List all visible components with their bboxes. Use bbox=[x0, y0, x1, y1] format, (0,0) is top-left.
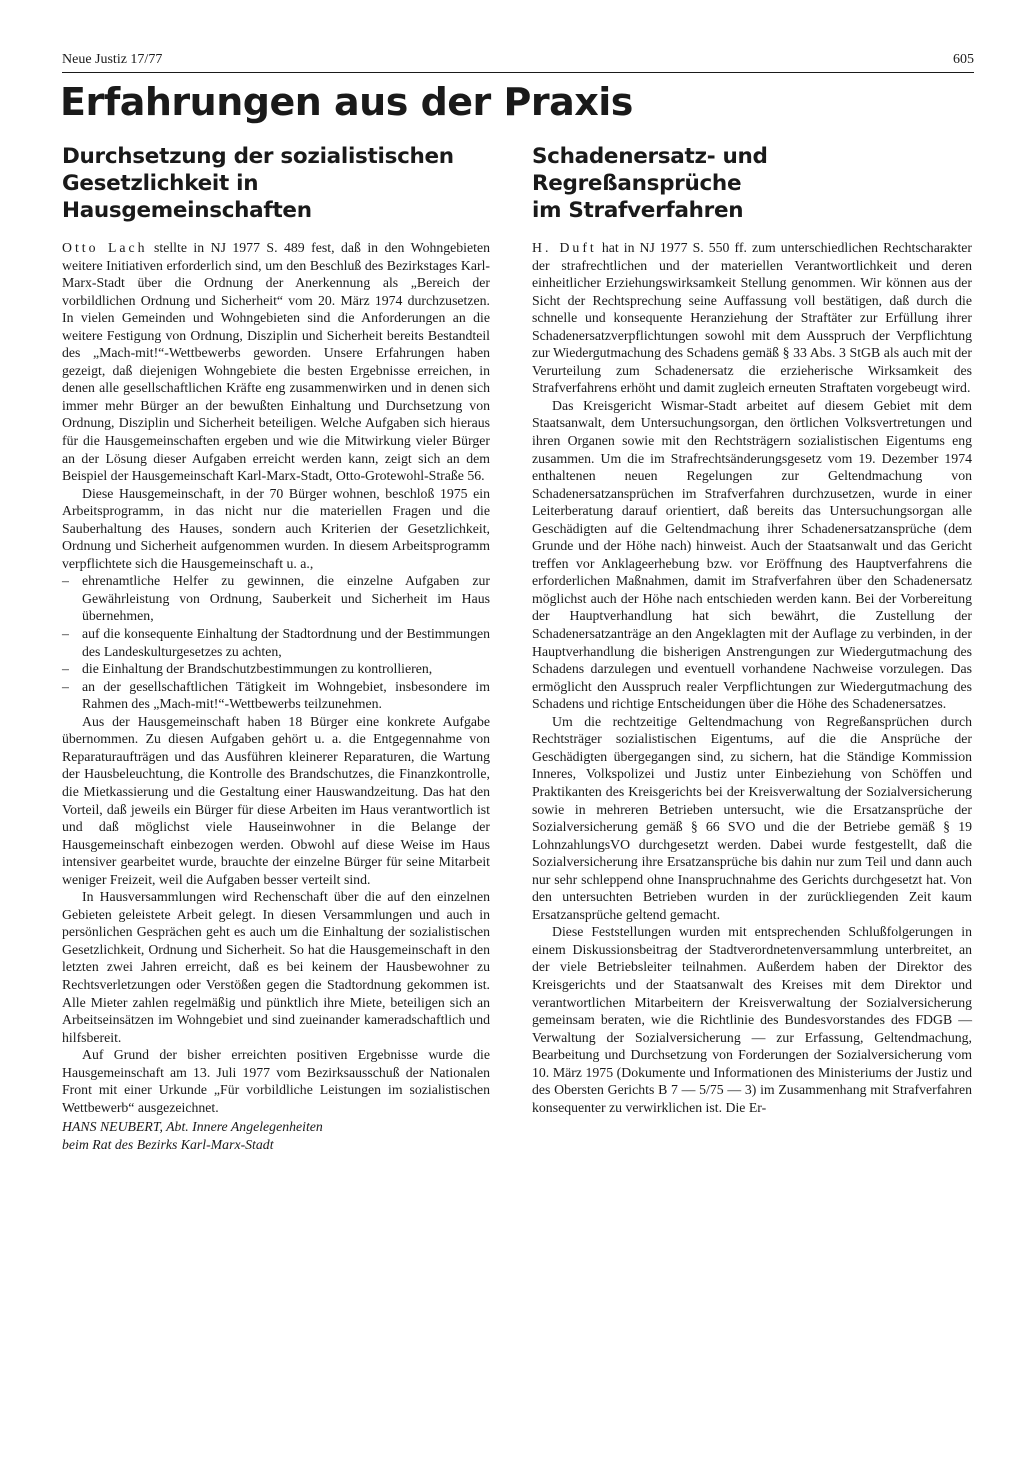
signature bbox=[62, 1118, 490, 1153]
list-item: – ehrenamtliche Helfer zu gewinnen, die einzelne Aufgaben zur Gewährleistung von Ordnung, Sauberkeit und Sicherheit im Haus übernehmen, bbox=[62, 572, 490, 625]
article-right-title bbox=[532, 143, 972, 223]
article-right-title-line1: Schadenersatz- und Regreßansprüche bbox=[532, 144, 768, 196]
article-left-title-line2: Gesetzlichkeit in Hausgemeinschaften bbox=[62, 171, 312, 223]
author-name: H. Duft bbox=[532, 240, 597, 255]
journal-issue: Neue Justiz 17/77 bbox=[62, 52, 163, 67]
section-title: Erfahrungen aus der Praxis bbox=[60, 80, 633, 124]
author-name: Otto Lach bbox=[62, 240, 148, 255]
paragraph: Das Kreisgericht Wismar-Stadt arbeitet auf diesem Gebiet mit dem Staatsanwalt, dem Untersuchungsorgan, den örtlichen Volksvertretungen und ihren Organen sowie mit den Rechtsträgern sozialistischen Eigentums eng zusammen. Um die im Strafrechtsänderungsgesetz vom 19. Dezember 1974 enthaltenen neuen Regelungen zur Geltendmachung von Schadenersatzansprüchen im Strafverfahren durchzusetzen, wurde in einer Leiterberatung darauf orientiert, daß bereits das Untersuchungsorgan alle Geschädigten auf die Geltendmachung ihrer Schadenersatzansprüche (dem Grunde und der Höhe nach) hinweist. Auch der Staatsanwalt und das Gericht treffen vor Anklageerhebung bzw. vor Eröffnung des Hauptverfahrens die erforderlichen Maßnahmen, damit im Strafverfahren über den Schadenersatz möglichst auch der Höhe nach entschieden werden kann. Bei der Vorbereitung der Hauptverhandlung hat sich bewährt, die Zustellung der Schadenersatzanträge an den Angeklagten mit der Auflage zu verbinden, in der Hauptverhandlung die bisherigen Anstrengungen zur Wiedergutmachung des Schadens darzulegen und eventuell vorhandene Nachweise vorzulegen. Das ermöglicht den Ausspruch realer Verpflichtungen zur Wiedergutmachung des Schadens und richtige Entscheidungen über die Höhe des Schadenersatzes. bbox=[532, 397, 972, 712]
paragraph-text: hat in NJ 1977 S. 550 ff. zum unterschiedlichen Rechtscharakter der strafrechtlichen und der materiellen Verantwortlichkeit und deren einheitlicher Erziehungswirksamkeit Stellung genommen. Wir können aus der Sicht der Rechtsprechung seine Auffassung voll bestätigen, daß durch die schnelle und konsequente Heranziehung der Straftäter zur Erfüllung ihrer Schadenersatzverpflichtungen sowohl mit dem Ausspruch der Verpflichtung zur Wiedergutmachung des Schadens gemäß § 33 Abs. 3 StGB als auch mit der Verurteilung zum Schadenersatz die erzieherische Wirksamkeit des Strafverfahrens erhöht und damit zugleich erneuten Straftaten vorgebeugt wird. bbox=[532, 240, 972, 396]
paragraph bbox=[62, 239, 490, 485]
article-right-title-line2: im Strafverfahren bbox=[532, 198, 744, 223]
article-right-body bbox=[532, 239, 972, 1116]
article-left-body bbox=[62, 239, 490, 1153]
article-left-title bbox=[62, 143, 490, 223]
list-item: – an der gesellschaftlichen Tätigkeit im Wohngebiet, insbesondere im Rahmen des „Mach-mit!“-Wettbewerbs teilzunehmen. bbox=[62, 678, 490, 713]
article-left bbox=[62, 143, 490, 1153]
list-item: – auf die konsequente Einhaltung der Stadtordnung und der Bestimmungen des Landeskulturgesetzes zu achten, bbox=[62, 625, 490, 660]
signature-line1: HANS NEUBERT, Abt. Innere Angelegenheiten bbox=[62, 1119, 323, 1135]
paragraph: Diese Hausgemeinschaft, in der 70 Bürger wohnen, beschloß 1975 ein Arbeitsprogramm, in das nicht nur die materiellen Fragen und die Sauberhaltung des Hauses, sondern auch Kriterien der Gesetzlichkeit, Ordnung und Sicherheit aufgenommen wurden. In diesem Arbeitsprogramm verpflichtete sich die Hausgemeinschaft u. a., bbox=[62, 485, 490, 571]
article-left-title-line1: Durchsetzung der sozialistischen bbox=[62, 144, 454, 169]
paragraph: Auf Grund der bisher erreichten positiven Ergebnisse wurde die Hausgemeinschaft am 13. Juli 1977 vom Bezirksausschuß der Nationalen Front mit einer Urkunde „Für vorbildliche Leistungen im sozialistischen Wettbewerb“ ausgezeichnet. bbox=[62, 1047, 490, 1115]
header-rule bbox=[62, 72, 974, 73]
paragraph: Um die rechtzeitige Geltendmachung von Regreßansprüchen durch Rechtsträger sozialistischen Eigentums, auf die die Ansprüche der Geschädigten übergegangen sind, zu sichern, hat die Ständige Kommission Inneres, Volkspolizei und Justiz unter Einbeziehung von Schöffen und Praktikanten des Kreisgerichts bei der Kreisverwaltung der Sozialversicherung sowie in mehreren Betrieben untersucht, wie die Ersatzansprüche der Sozialversicherung gemäß § 66 SVO und die der Betriebe gemäß § 19 LohnzahlungsVO durchgesetzt werden. Dabei wurde festgestellt, daß die Sozialversicherung ihre Ersatzansprüche bis dahin nur zum Teil und dann auch nur sehr schleppend ohne Inanspruchnahme des Gerichts durchgesetzt hat. Von den untersuchten Betrieben wurden in der zurückliegenden Zeit kaum Ersatzansprüche geltend gemacht. bbox=[532, 713, 972, 922]
page-number: 605 bbox=[953, 52, 974, 67]
obligation-list bbox=[62, 572, 490, 712]
paragraph-text: stellte in NJ 1977 S. 489 fest, daß in den Wohngebieten weitere Initiativen erforderlich sind, um den Beschluß des Bezirkstages Karl-Marx-Stadt über die Ordnung der Anerkennung als „Bereich der vorbildlichen Ordnung und Sicherheit“ vom 20. März 1974 durchzusetzen. In vielen Gemeinden und Wohngebieten sind die Anforderungen an die weitere Festigung von Ordnung, Disziplin und Sicherheit bereits Bestandteil des „Mach-mit!“-Wettbewerbs geworden. Unsere Erfahrungen haben gezeigt, daß diejenigen Wohngebiete die besten Ergebnisse erreichen, in denen alle gesellschaftlichen Kräfte eng zusammenwirken und in denen sich immer mehr Bürger an der bewußten Einhaltung und Durchsetzung von Ordnung, Disziplin und Sicherheit beteiligen. Welche Aufgaben sich hieraus für die Hausgemeinschaften ergeben und wie die Mitwirkung vieler Bürger an der Lösung dieser Aufgaben erreicht werden kann, zeigt sich an dem Beispiel der Hausgemeinschaft Karl-Marx-Stadt, Otto-Grotewohl-Straße 56. bbox=[62, 240, 490, 484]
paragraph: In Hausversammlungen wird Rechenschaft über die auf den einzelnen Gebieten geleistete Arbeit gelegt. In diesen Versammlungen und auch in persönlichen Gesprächen geht es auch um die Einhaltung der sozialistischen Gesetzlichkeit, Ordnung und Sicherheit. So hat die Hausgemeinschaft in den letzten zwei Jahren erreicht, daß es bei keinem der Hausbewohner zu Rechtsverletzungen oder Verstößen gegen die Stadtordnung gekommen ist. Alle Mieter zahlen regelmäßig und pünktlich ihre Miete, beteiligen sich an Arbeitseinsätzen im Wohngebiet und sind zueinander kameradschaftlich und hilfsbereit. bbox=[62, 889, 490, 1045]
running-head bbox=[62, 51, 974, 69]
signature-line2: beim Rat des Bezirks Karl-Marx-Stadt bbox=[62, 1136, 274, 1152]
paragraph bbox=[532, 239, 972, 397]
list-item: – die Einhaltung der Brandschutzbestimmungen zu kontrollieren, bbox=[62, 660, 490, 678]
article-right bbox=[532, 143, 972, 1116]
paragraph: Diese Feststellungen wurden mit entsprechenden Schlußfolgerungen in einem Diskussionsbeitrag der Stadtverordnetenversammlung unterbreitet, an der viele Betriebsleiter teilnahmen. Außerdem haben der Direktor des Kreisgerichts und der Staatsanwalt des Kreises mit dem Direktor und verantwortlichen Mitarbeitern der Kreisverwaltung der Sozialversicherung gemeinsam beraten, wie die Richtlinie des Bundesvorstandes des FDGB — Verwaltung der Sozialversicherung — zur Erfassung, Geltendmachung, Bearbeitung und Durchsetzung von Forderungen der Sozialversicherung vom 10. März 1975 (Dokumente und Informationen des Ministeriums der Justiz und des Obersten Gerichts B 7 — 5/75 — 3) im Zusammenhang mit Strafverfahren konsequenter zu verwirklichen ist. Die Er- bbox=[532, 924, 972, 1115]
paragraph: Aus der Hausgemeinschaft haben 18 Bürger eine konkrete Aufgabe übernommen. Zu diesen Aufgaben gehört u. a. die Entgegennahme von Reparaturaufträgen und das Ausführen kleinerer Reparaturen, die Wartung der Hausbeleuchtung, die Kontrolle des Brandschutzes, die Finanzkontrolle, die Mietkassierung und die Gestaltung einer Hauswandzeitung. Das hat den Vorteil, daß jeweils ein Bürger für diese Arbeiten im Haus verantwortlich ist und daß möglichst viele Hauseinwohner in die Belange der Hausgemeinschaft einbezogen werden. Obwohl auf diese Weise im Haus intensiver gearbeitet wurde, brauchte der einzelne Bürger für seine Mitarbeit weniger Freizeit, weil die Aufgaben besser verteilt sind. bbox=[62, 713, 490, 887]
